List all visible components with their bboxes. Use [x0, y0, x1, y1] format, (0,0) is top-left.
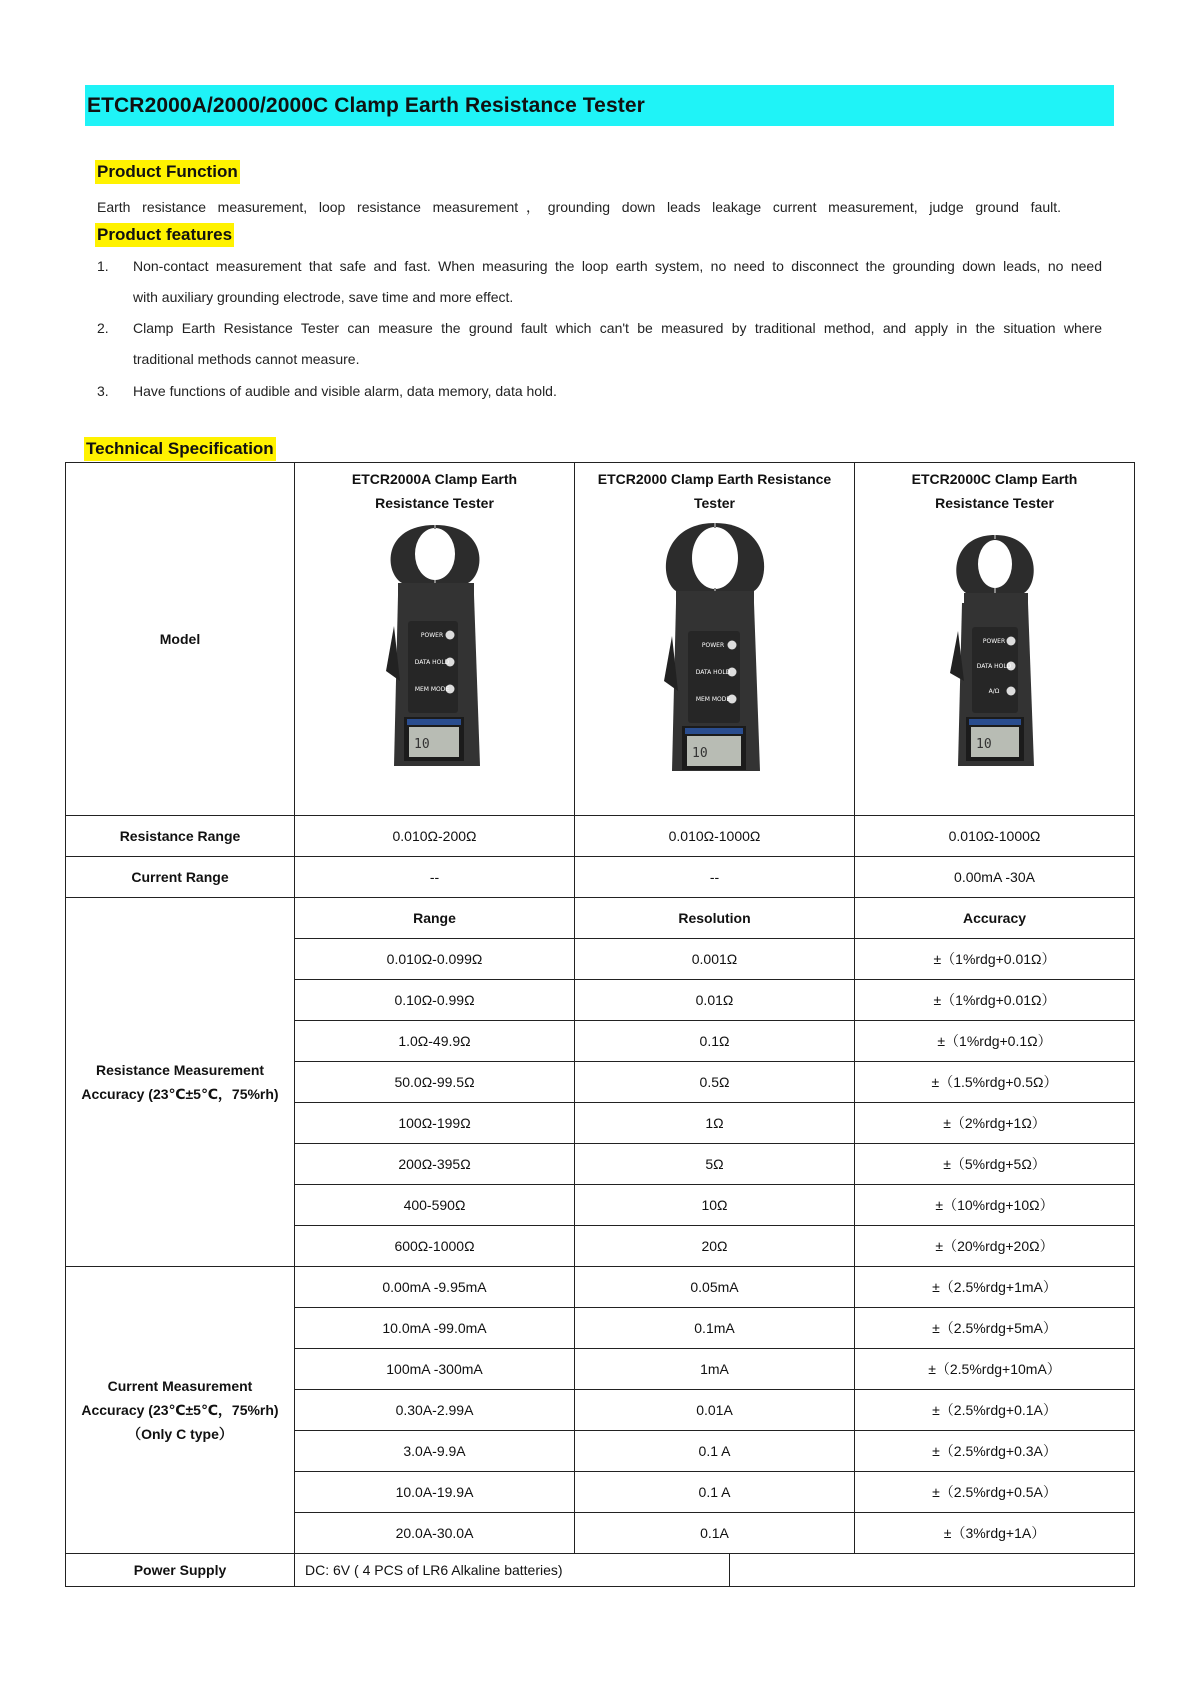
feature-number: 1. — [97, 258, 109, 274]
range-cell: 1.0Ω-49.9Ω — [295, 1021, 575, 1062]
feature-item — [97, 251, 1102, 313]
accuracy-cell: ±（2.5%rdg+0.5A） — [855, 1472, 1135, 1513]
resistance-accuracy-label — [66, 898, 295, 1267]
power-button — [727, 641, 736, 650]
clamp-meter-image — [940, 521, 1050, 776]
resistance-range-value: 0.010Ω-1000Ω — [575, 816, 855, 857]
range-cell: 100mA -300mA — [295, 1349, 575, 1390]
resolution-cell: 0.1A — [575, 1513, 855, 1554]
display-reading: 10 — [975, 737, 992, 752]
model-cell — [575, 463, 855, 816]
current-accuracy-label-line1: Current Measurement — [107, 1378, 253, 1394]
current-range-value: -- — [575, 857, 855, 898]
range-cell: 600Ω-1000Ω — [295, 1226, 575, 1267]
resolution-cell: 10Ω — [575, 1185, 855, 1226]
feature-number: 2. — [97, 320, 109, 336]
resolution-header: Resolution — [575, 898, 855, 939]
power-supply-cell — [295, 1554, 1135, 1587]
resistance-accuracy-label-line1: Resistance Measurement — [95, 1062, 265, 1078]
accuracy-cell: ±（3%rdg+1A） — [855, 1513, 1135, 1554]
svg-text:POWER: POWER — [982, 638, 1005, 645]
svg-text:DATA HOLD: DATA HOLD — [695, 669, 730, 676]
clamp-meter-image — [380, 521, 490, 776]
model-label: Model — [66, 463, 295, 816]
model-name-line1: ETCR2000C Clamp Earth — [911, 471, 1078, 487]
svg-text:MEM MODE: MEM MODE — [414, 686, 449, 693]
product-function-heading: Product Function — [95, 160, 240, 184]
range-cell: 200Ω-395Ω — [295, 1144, 575, 1185]
accuracy-cell: ±（1.5%rdg+0.5Ω） — [855, 1062, 1135, 1103]
range-header: Range — [295, 898, 575, 939]
range-cell: 0.010Ω-0.099Ω — [295, 939, 575, 980]
power-supply-value: DC: 6V ( 4 PCS of LR6 Alkaline batteries) — [295, 1554, 730, 1586]
resolution-cell: 1Ω — [575, 1103, 855, 1144]
resistance-range-value: 0.010Ω-200Ω — [295, 816, 575, 857]
accuracy-cell: ±（20%rdg+20Ω） — [855, 1226, 1135, 1267]
model-cell — [855, 463, 1135, 816]
model-cell — [295, 463, 575, 816]
resolution-cell: 0.001Ω — [575, 939, 855, 980]
current-accuracy-label-line3: （Only C type） — [127, 1426, 233, 1442]
table-row — [66, 1267, 1135, 1308]
resolution-cell: 1mA — [575, 1349, 855, 1390]
title-bar — [85, 85, 1114, 126]
resolution-cell: 0.1Ω — [575, 1021, 855, 1062]
page-title: ETCR2000A/2000/2000C Clamp Earth Resistance Tester — [87, 94, 645, 117]
current-accuracy-label-line2: Accuracy (23℃±5℃，75%rh) — [81, 1402, 279, 1418]
current-accuracy-label — [66, 1267, 295, 1554]
power-supply-label: Power Supply — [66, 1554, 295, 1587]
range-cell: 10.0mA -99.0mA — [295, 1308, 575, 1349]
current-range-value: -- — [295, 857, 575, 898]
svg-text:DATA HOLD: DATA HOLD — [414, 659, 449, 666]
display-reading: 10 — [413, 737, 430, 752]
svg-text:MEM MODE: MEM MODE — [695, 696, 730, 703]
accuracy-cell: ±（5%rdg+5Ω） — [855, 1144, 1135, 1185]
model-name-line2: Resistance Tester — [375, 495, 494, 511]
resistance-accuracy-label-line2: Accuracy (23℃±5℃，75%rh) — [81, 1086, 279, 1102]
model-name-line1: ETCR2000A Clamp Earth — [351, 471, 518, 487]
resolution-cell: 0.1mA — [575, 1308, 855, 1349]
accuracy-cell: ±（1%rdg+0.01Ω） — [855, 980, 1135, 1021]
mode-button — [1006, 687, 1015, 696]
range-cell: 3.0A-9.9A — [295, 1431, 575, 1472]
resolution-cell: 0.01A — [575, 1390, 855, 1431]
accuracy-cell: ±（2.5%rdg+0.3A） — [855, 1431, 1135, 1472]
resolution-cell: 0.1 A — [575, 1472, 855, 1513]
current-range-label: Current Range — [66, 857, 295, 898]
resolution-cell: 0.05mA — [575, 1267, 855, 1308]
range-cell: 400-590Ω — [295, 1185, 575, 1226]
accuracy-cell: ±（2.5%rdg+1mA） — [855, 1267, 1135, 1308]
svg-text:A/Ω: A/Ω — [988, 688, 999, 695]
resolution-cell: 5Ω — [575, 1144, 855, 1185]
feature-text-line2: with auxiliary grounding electrode, save time and more effect. — [133, 289, 514, 305]
feature-text-line1: Have functions of audible and visible alarm, data memory, data hold. — [133, 383, 557, 399]
feature-text-line1: Non-contact measurement that safe and fast. When measuring the loop earth system, no need to disconnect the grounding down leads, no need — [133, 258, 1102, 274]
model-name-line1: ETCR2000 Clamp Earth Resistance — [597, 471, 832, 487]
feature-item — [97, 313, 1102, 375]
model-name-line2: Resistance Tester — [935, 495, 1054, 511]
specification-table — [65, 462, 1135, 1587]
feature-item — [97, 376, 1102, 407]
range-cell: 20.0A-30.0A — [295, 1513, 575, 1554]
product-function-text: Earth resistance measurement, loop resistance measurement，grounding down leads leakage current measurement, judge ground fault. — [97, 199, 1061, 215]
resistance-range-label: Resistance Range — [66, 816, 295, 857]
svg-text:POWER: POWER — [420, 632, 443, 639]
range-cell: 0.00mA -9.95mA — [295, 1267, 575, 1308]
accuracy-cell: ±（10%rdg+10Ω） — [855, 1185, 1135, 1226]
power-button — [1006, 637, 1015, 646]
resolution-cell: 0.01Ω — [575, 980, 855, 1021]
resistance-range-value: 0.010Ω-1000Ω — [855, 816, 1135, 857]
range-cell: 10.0A-19.9A — [295, 1472, 575, 1513]
feature-number: 3. — [97, 383, 109, 399]
svg-text:POWER: POWER — [701, 642, 724, 649]
range-cell: 50.0Ω-99.5Ω — [295, 1062, 575, 1103]
accuracy-cell: ±（2%rdg+1Ω） — [855, 1103, 1135, 1144]
technical-specification-heading: Technical Specification — [84, 437, 276, 461]
product-features-heading: Product features — [95, 223, 234, 247]
accuracy-cell: ±（2.5%rdg+0.1A） — [855, 1390, 1135, 1431]
feature-text-line1: Clamp Earth Resistance Tester can measure the ground fault which can't be measured by traditional method, and apply in the situation where — [133, 320, 1102, 336]
range-cell: 100Ω-199Ω — [295, 1103, 575, 1144]
accuracy-cell: ±（1%rdg+0.01Ω） — [855, 939, 1135, 980]
resolution-cell: 0.1 A — [575, 1431, 855, 1472]
power-button — [445, 631, 454, 640]
svg-text:DATA HOLD: DATA HOLD — [976, 663, 1011, 670]
accuracy-cell: ±（1%rdg+0.1Ω） — [855, 1021, 1135, 1062]
accuracy-cell: ±（2.5%rdg+5mA） — [855, 1308, 1135, 1349]
feature-text-line2: traditional methods cannot measure. — [133, 351, 360, 367]
display-reading: 10 — [691, 746, 708, 761]
accuracy-header: Accuracy — [855, 898, 1135, 939]
resolution-cell: 20Ω — [575, 1226, 855, 1267]
range-cell: 0.10Ω-0.99Ω — [295, 980, 575, 1021]
power-supply-empty — [730, 1554, 1134, 1586]
resolution-cell: 0.5Ω — [575, 1062, 855, 1103]
accuracy-cell: ±（2.5%rdg+10mA） — [855, 1349, 1135, 1390]
model-name-line2: Tester — [694, 495, 735, 511]
range-cell: 0.30A-2.99A — [295, 1390, 575, 1431]
current-range-value: 0.00mA -30A — [855, 857, 1135, 898]
clamp-meter-image — [660, 521, 770, 776]
